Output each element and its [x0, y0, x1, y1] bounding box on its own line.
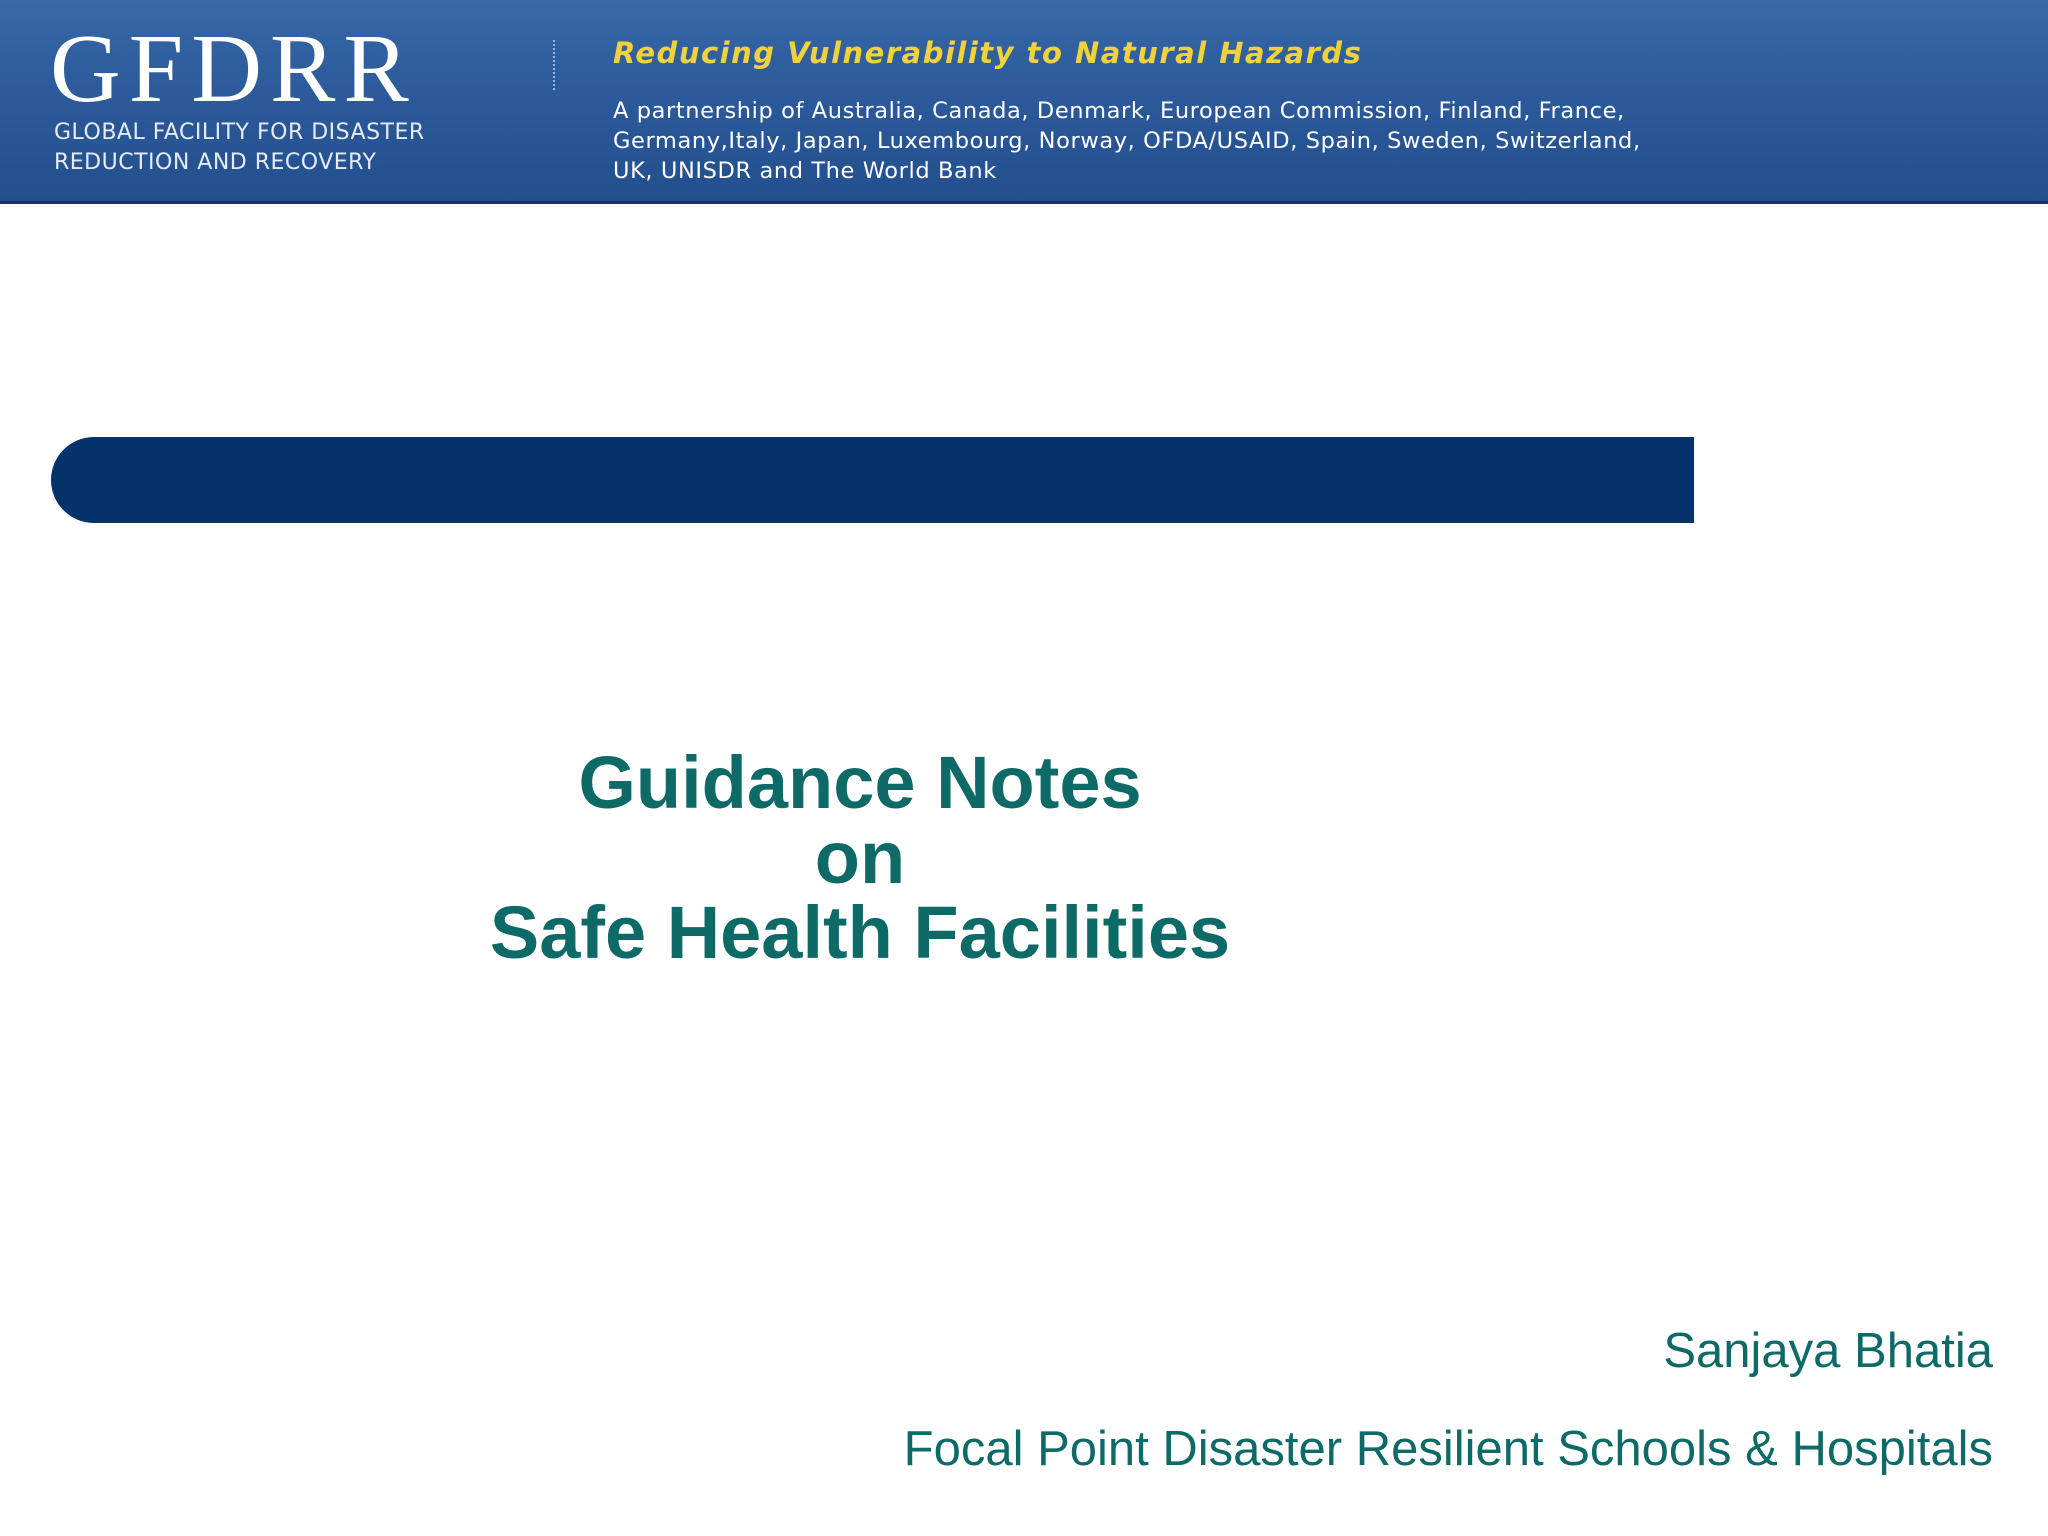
header-banner — [0, 0, 2048, 204]
presenter-role: Focal Point Disaster Resilient Schools & Hospitals — [903, 1422, 1993, 1476]
partners-line: UK, UNISDR and The World Bank — [613, 158, 997, 184]
presenter-block — [904, 1302, 1993, 1498]
gfdrr-logo: GFDRR — [50, 15, 417, 123]
partners-line: A partnership of Australia, Canada, Denmark, European Commission, Finland, France, — [613, 98, 1625, 124]
partners-text — [613, 96, 2033, 186]
presenter-name: Sanjaya Bhatia — [1663, 1324, 1993, 1378]
logo-subtitle — [54, 118, 425, 178]
banner-divider — [553, 40, 555, 90]
logo-subtitle-line: GLOBAL FACILITY FOR DISASTER — [54, 120, 425, 145]
partners-line: Germany,Italy, Japan, Luxembourg, Norway, OFDA/USAID, Spain, Sweden, Switzerland, — [613, 128, 1641, 154]
logo-subtitle-line: REDUCTION AND RECOVERY — [54, 150, 377, 175]
title-bar — [51, 437, 1694, 523]
title-line: Safe Health Facilities — [489, 891, 1231, 974]
slide-title — [360, 741, 1360, 974]
title-line: Guidance Notes — [578, 741, 1142, 824]
title-line: on — [814, 816, 906, 899]
tagline: Reducing Vulnerability to Natural Hazards — [613, 36, 1363, 70]
